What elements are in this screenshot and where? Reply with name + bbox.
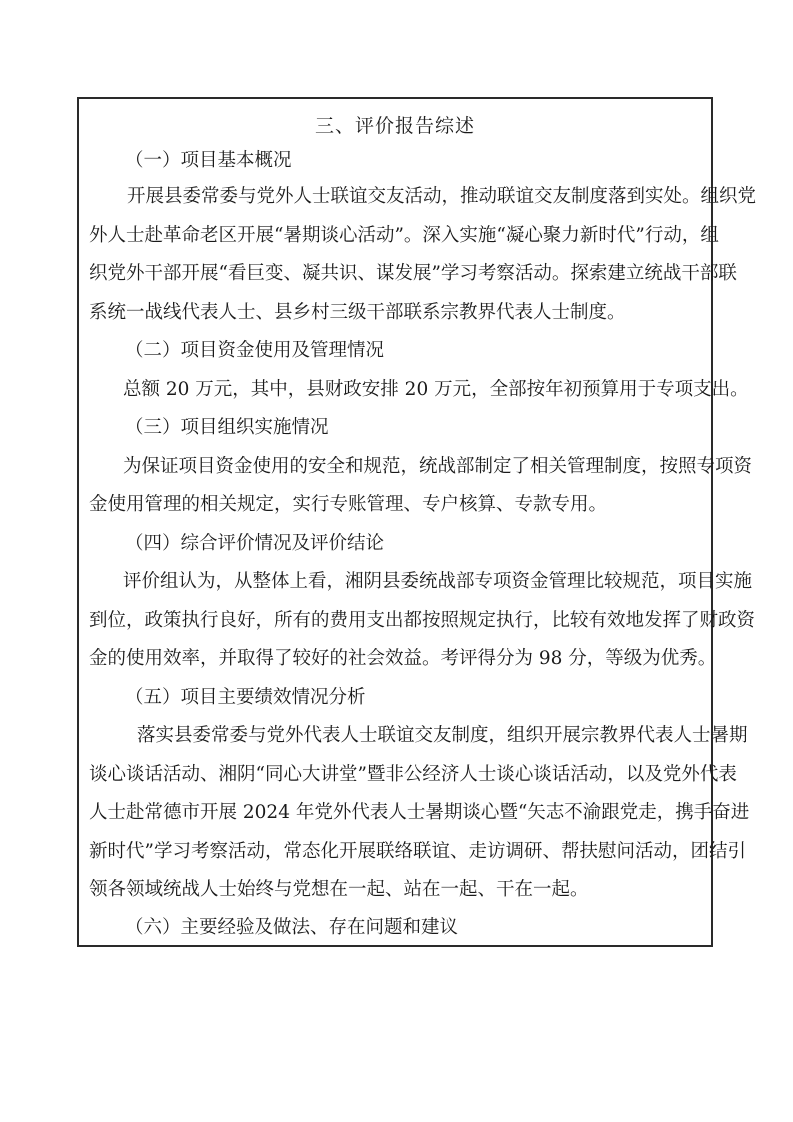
- report-table-frame: [77, 97, 757, 947]
- heading-evaluation-conclusion: （四）综合评价情况及评价结论: [125, 533, 385, 554]
- paragraph-line: 总额 20 万元，其中，县财政安排 20 万元，全部按年初预算用于专项支出。: [123, 379, 749, 400]
- paragraph-line: 到位，政策执行良好，所有的费用支出都按照规定执行，比较有效地发挥了财政资: [89, 610, 756, 631]
- paragraph-line: 金的使用效率，并取得了较好的社会效益。考评得分为 98 分，等级为优秀。: [89, 648, 717, 669]
- paragraph-line: 织党外干部开展“看巨变、凝共识、谋发展”学习考察活动。探索建立统战干部联: [89, 263, 737, 284]
- paragraph-line: 新时代”学习考察活动，常态化开展联络联谊、走访调研、帮扶慰问活动，团结引: [89, 841, 746, 862]
- paragraph-line: 为保证项目资金使用的安全和规范，统战部制定了相关管理制度，按照专项资: [123, 456, 753, 477]
- heading-project-overview: （一）项目基本概况: [125, 150, 292, 171]
- heading-fund-usage: （二）项目资金使用及管理情况: [125, 340, 385, 361]
- paragraph-line: 金使用管理的相关规定，实行专账管理、专户核算、专款专用。: [89, 494, 608, 515]
- paragraph-line: 谈心谈话活动、湘阴“同心大讲堂”暨非公经济人士谈心谈话活动，以及党外代表: [89, 764, 737, 785]
- paragraph-line: 外人士赴革命老区开展“暑期谈心活动”。深入实施“凝心聚力新时代”行动，组: [89, 225, 719, 246]
- paragraph-line: 开展县委常委与党外人士联谊交友活动，推动联谊交友制度落到实处。组织党: [127, 186, 757, 207]
- heading-performance-analysis: （五）项目主要绩效情况分析: [125, 687, 366, 708]
- paragraph-line: 领各领域统战人士始终与党想在一起、站在一起、干在一起。: [89, 879, 589, 900]
- paragraph-line: 评价组认为，从整体上看，湘阴县委统战部专项资金管理比较规范，项目实施: [123, 571, 753, 592]
- heading-experience-issues: （六）主要经验及做法、存在问题和建议: [125, 917, 459, 938]
- section-title: 三、评价报告综述: [314, 115, 475, 137]
- paragraph-line: 系统一战线代表人士、县乡村三级干部联系宗教界代表人士制度。: [89, 302, 626, 323]
- paragraph-line: 落实县委常委与党外代表人士联谊交友制度，组织开展宗教界代表人士暑期: [137, 725, 748, 746]
- paragraph-line: 人士赴常德市开展 2024 年党外代表人士暑期谈心暨“矢志不渝跟党走，携手奋进: [89, 802, 750, 823]
- heading-implementation: （三）项目组织实施情况: [125, 417, 329, 438]
